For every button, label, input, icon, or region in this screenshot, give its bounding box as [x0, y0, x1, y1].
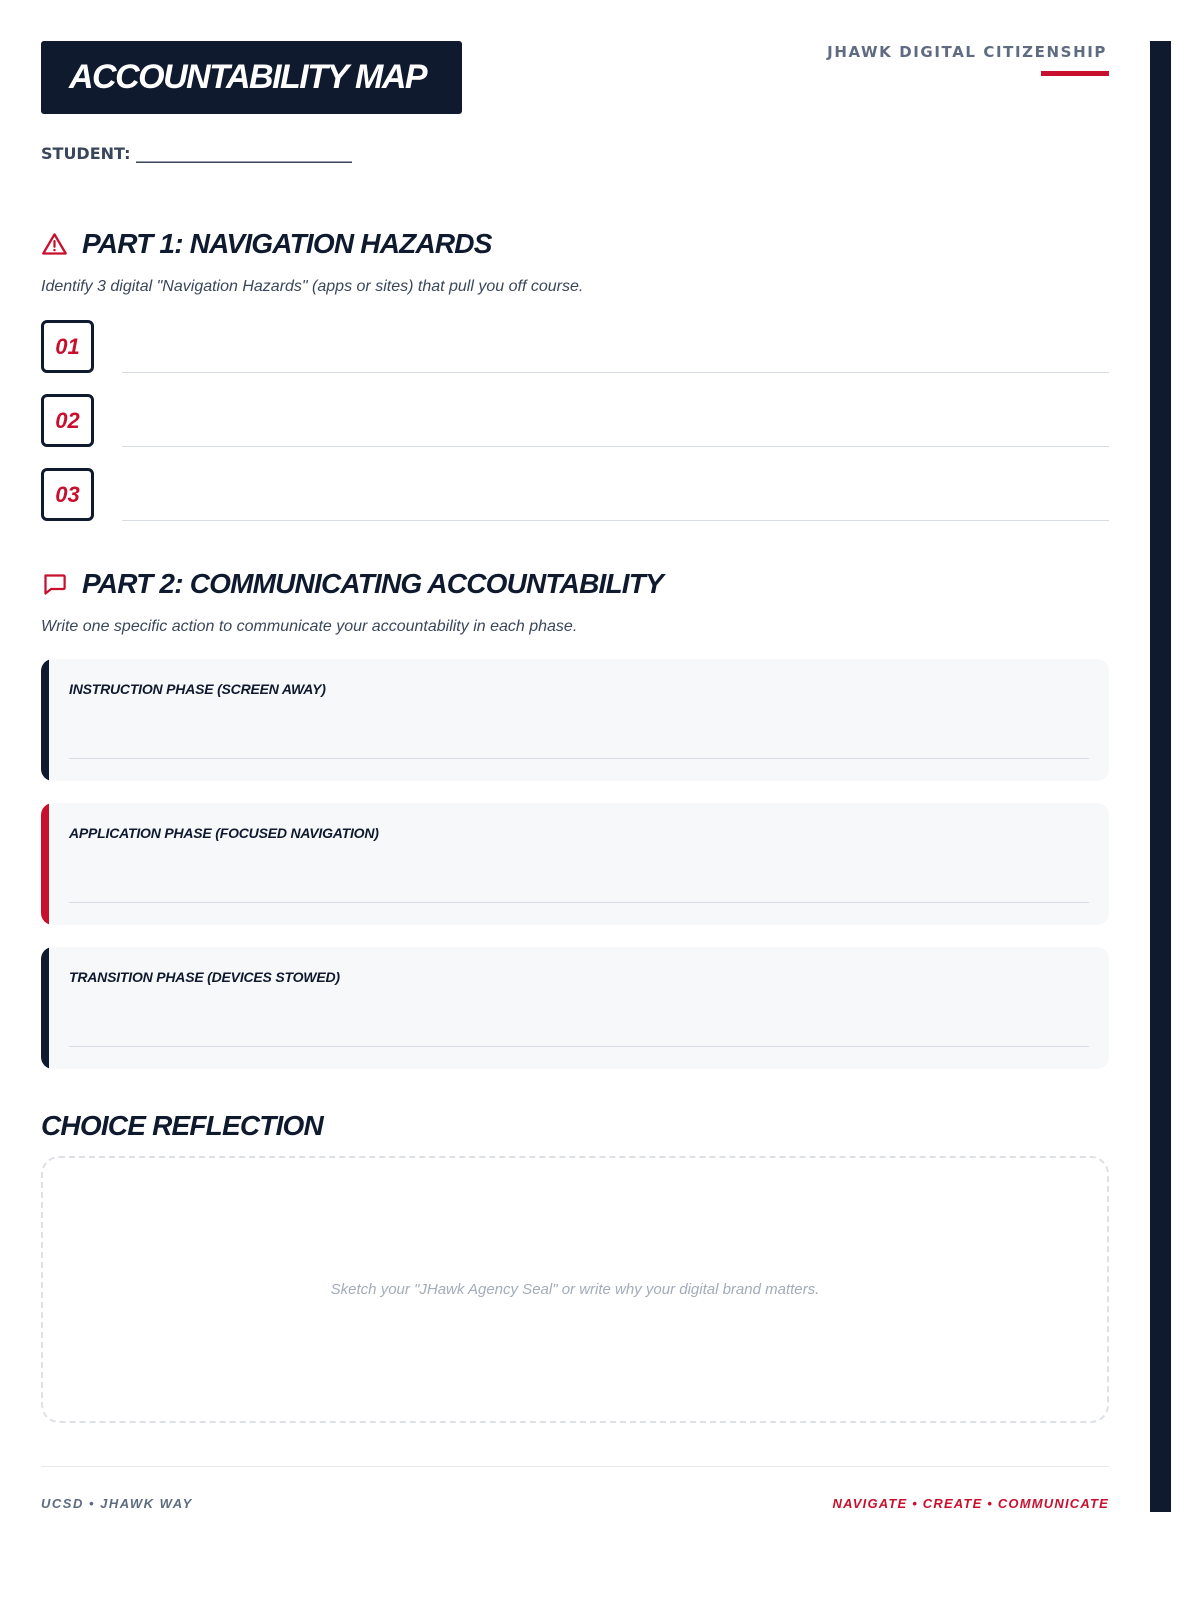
phase-answer-line[interactable]	[69, 902, 1089, 903]
reflection-box[interactable]	[41, 1156, 1109, 1423]
phase-accent-bar	[41, 803, 49, 925]
hazard-row	[41, 394, 1109, 450]
phase-accent-bar	[41, 659, 49, 781]
hazard-number-badge: 03	[41, 468, 94, 521]
page-title: ACCOUNTABILITY MAP	[69, 58, 427, 96]
speech-bubble-icon	[41, 571, 68, 598]
part1-instruction: Identify 3 digital "Navigation Hazards" (apps or sites) that pull you off course.	[41, 278, 584, 295]
phase-label: TRANSITION PHASE (DEVICES STOWED)	[69, 969, 340, 985]
phase-label: INSTRUCTION PHASE (SCREEN AWAY)	[69, 681, 326, 697]
org-name: JHAWK DIGITAL CITIZENSHIP	[827, 43, 1107, 61]
footer-right: NAVIGATE • CREATE • COMMUNICATE	[832, 1496, 1109, 1511]
part2-instruction: Write one specific action to communicate your accountability in each phase.	[41, 618, 578, 635]
footer-divider	[41, 1466, 1109, 1467]
hazard-row	[41, 468, 1109, 524]
part2-title: PART 2: COMMUNICATING ACCOUNTABILITY	[82, 568, 663, 599]
part1-title: PART 1: NAVIGATION HAZARDS	[82, 228, 492, 259]
phase-card-transition	[41, 947, 1109, 1069]
part1-heading	[41, 228, 492, 260]
hazard-answer-line[interactable]	[122, 372, 1109, 373]
phase-answer-line[interactable]	[69, 758, 1089, 759]
student-name-field[interactable]: STUDENT: ___________________________	[41, 144, 353, 163]
warning-triangle-icon	[41, 231, 68, 258]
phase-label: APPLICATION PHASE (FOCUSED NAVIGATION)	[69, 825, 379, 841]
org-underline	[1041, 71, 1109, 76]
part2-heading	[41, 568, 663, 600]
footer-left: UCSD • JHAWK WAY	[41, 1496, 193, 1511]
hazard-answer-line[interactable]	[122, 446, 1109, 447]
reflection-placeholder: Sketch your "JHawk Agency Seal" or write why your digital brand matters.	[330, 1281, 820, 1298]
phase-card-instruction	[41, 659, 1109, 781]
hazard-number-badge: 02	[41, 394, 94, 447]
hazard-answer-line[interactable]	[122, 520, 1109, 521]
reflection-title: CHOICE REFLECTION	[41, 1110, 323, 1141]
hazard-number-badge: 01	[41, 320, 94, 373]
phase-accent-bar	[41, 947, 49, 1069]
phase-answer-line[interactable]	[69, 1046, 1089, 1047]
right-edge-bar	[1150, 41, 1171, 1512]
hazard-row	[41, 320, 1109, 376]
title-banner	[41, 41, 462, 114]
phase-card-application	[41, 803, 1109, 925]
